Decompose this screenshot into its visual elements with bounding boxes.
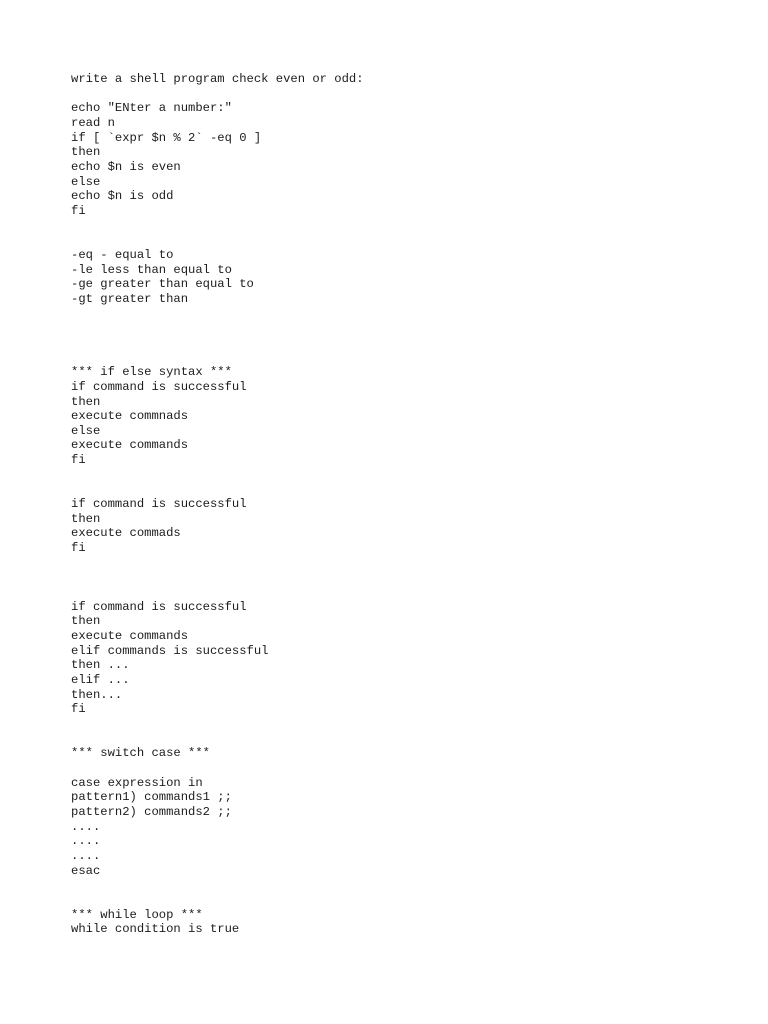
operator-line: -ge greater than equal to — [71, 277, 254, 292]
code-line: read n — [71, 115, 115, 130]
operator-line: -gt greater than — [71, 291, 189, 306]
code-line: if command is successful — [71, 379, 247, 394]
code-line: execute commads — [71, 526, 181, 541]
operator-line: -eq - equal to — [71, 247, 174, 262]
code-line: case expression in — [71, 775, 203, 790]
code-line: while condition is true — [71, 922, 240, 937]
code-line: then — [71, 511, 101, 526]
code-line: pattern2) commands2 ;; — [71, 804, 232, 819]
elif-syntax — [71, 600, 364, 717]
code-line: fi — [71, 541, 86, 556]
code-line: echo $n is odd — [71, 189, 174, 204]
code-line: execute commands — [71, 629, 189, 644]
switch-case-section — [71, 746, 364, 878]
document-title: write a shell program check even or odd: — [71, 72, 364, 86]
code-line: esac — [71, 863, 101, 878]
code-line: then ... — [71, 658, 130, 673]
if-then-syntax — [71, 497, 364, 556]
section-heading: *** while loop *** — [71, 907, 203, 922]
code-line: .... — [71, 819, 101, 834]
code-line: if [ `expr $n % 2` -eq 0 ] — [71, 130, 262, 145]
code-line: elif commands is successful — [71, 643, 269, 658]
section-heading: *** if else syntax *** — [71, 365, 232, 380]
code-line: fi — [71, 203, 86, 218]
operator-line: -le less than equal to — [71, 262, 232, 277]
code-line: if command is successful — [71, 497, 247, 512]
while-loop-section — [71, 908, 364, 937]
code-line: pattern1) commands1 ;; — [71, 790, 232, 805]
code-line: else — [71, 174, 101, 189]
code-line: elif ... — [71, 673, 130, 688]
code-line: then — [71, 394, 101, 409]
switch-case-body — [71, 776, 364, 879]
code-line: then — [71, 614, 101, 629]
code-line: then... — [71, 687, 123, 702]
document-body — [71, 72, 364, 937]
code-line: .... — [71, 834, 101, 849]
code-line: execute commands — [71, 438, 189, 453]
code-line: else — [71, 423, 101, 438]
code-line: fi — [71, 453, 86, 468]
section-heading: *** switch case *** — [71, 746, 210, 761]
comparison-operators — [71, 248, 364, 307]
code-line: echo "ENter a number:" — [71, 101, 232, 116]
if-else-syntax-section — [71, 365, 364, 468]
even-odd-program — [71, 101, 364, 218]
code-line: echo $n is even — [71, 159, 181, 174]
code-line: .... — [71, 848, 101, 863]
code-line: execute commnads — [71, 409, 189, 424]
code-line: if command is successful — [71, 599, 247, 614]
code-line: fi — [71, 702, 86, 717]
code-line: then — [71, 145, 101, 160]
